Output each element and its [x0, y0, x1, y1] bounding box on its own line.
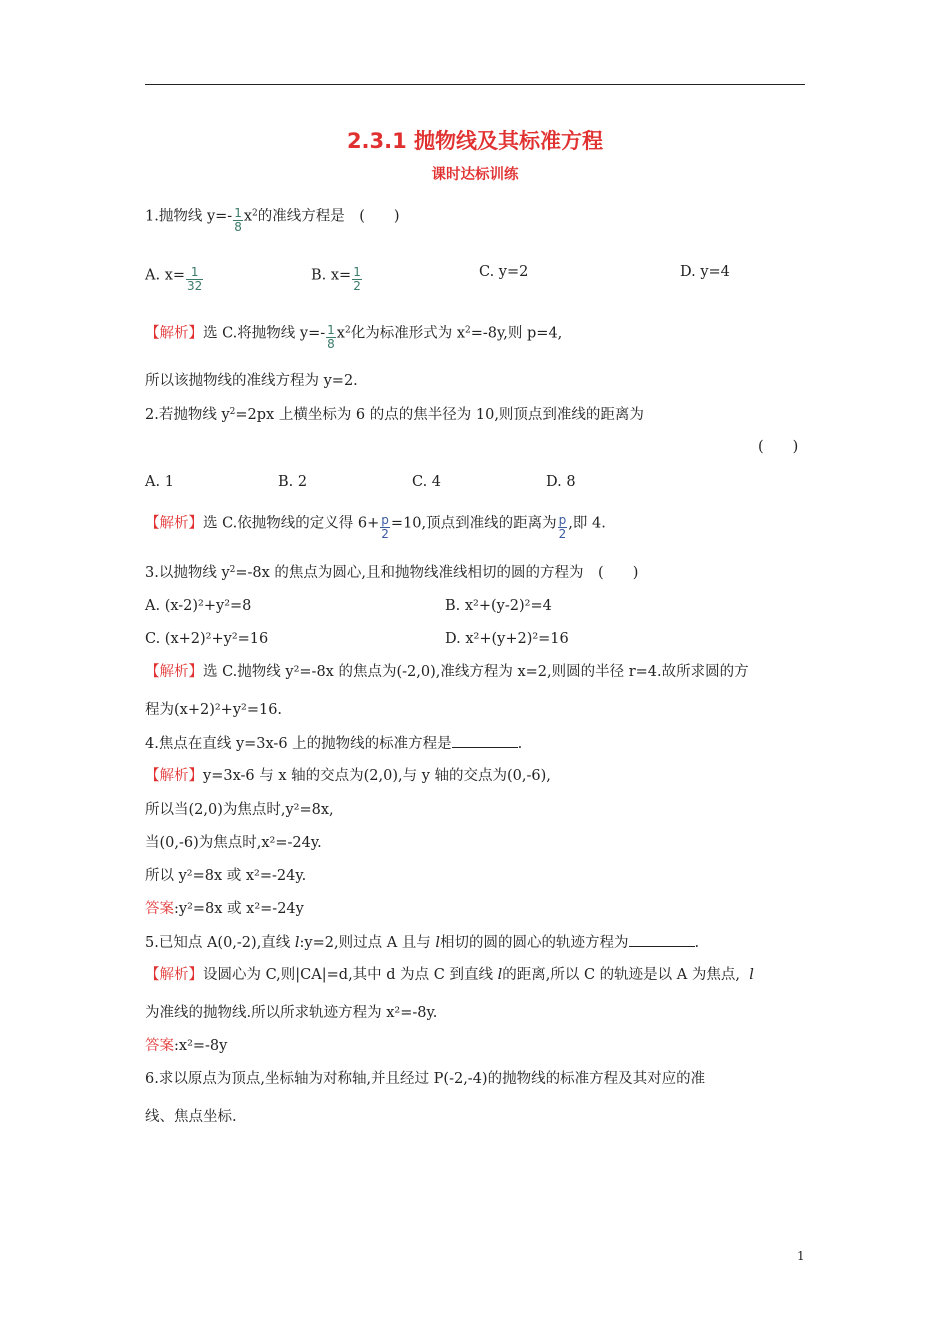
q1-option-a: A. x= $\frac{1}{32}$: [145, 265, 203, 293]
q6-stem-line2: 线、焦点坐标.: [145, 1109, 237, 1125]
q4-analysis-line4: 所以 y²=8x 或 x²=-24y.: [145, 868, 307, 884]
q5-analysis-line2: 为准线的抛物线.所以所求轨迹方程为 x²=-8y.: [145, 1005, 438, 1021]
q2-paren: ( ): [758, 439, 799, 455]
q1-option-b: B. x= $\frac{1}{2}$: [311, 265, 361, 293]
q1-option-d: D. y=4: [680, 264, 730, 280]
q2-analysis: 【解析】选 C.依抛物线的定义得 6+ $\frac{p}{2}$ =10,顶点到准线的距离为 $\frac{p}{2}$ ,即 4.: [145, 513, 606, 541]
q6-stem: 6.求以原点为顶点,坐标轴为对称轴,并且经过 P(-2,-4)的抛物线的标准方程及其对应的准: [145, 1071, 706, 1087]
page-number: 1: [797, 1249, 805, 1263]
header-rule: [145, 84, 805, 85]
q5-answer: 答案:x²=-8y: [145, 1038, 228, 1054]
q1-option-c: C. y=2: [479, 264, 529, 280]
q3-analysis-line2: 程为(x+2)²+y²=16.: [145, 702, 283, 718]
q4-stem: 4.焦点在直线 y=3x-6 上的抛物线的标准方程是 .: [145, 733, 522, 754]
q5-analysis: 【解析】设圆心为 C,则|CA|=d,其中 d 为点 C 到直线 l的距离,所以 C 的轨迹是以 A 为焦点, l: [145, 967, 754, 983]
q3-analysis: 【解析】选 C.抛物线 y²=-8x 的焦点为(-2,0),准线方程为 x=2,则圆的半径 r=4.故所求圆的方: [145, 664, 749, 680]
q4-analysis-line2: 所以当(2,0)为焦点时,y²=8x,: [145, 802, 334, 818]
q4-answer: 答案:y²=8x 或 x²=-24y: [145, 901, 304, 917]
page-title: 2.3.1 抛物线及其标准方程: [346, 129, 604, 153]
q3-option-b: B. x²+(y-2)²=4: [445, 598, 552, 614]
q1-analysis: 【解析】选 C.将抛物线 y=- $\frac{1}{8}$ $x^2$化为标准形式为 $x^2=-8y$,则 p=4,: [145, 323, 563, 351]
q3-option-a: A. (x-2)²+y²=8: [145, 598, 252, 614]
q3-option-d: D. x²+(y+2)²=16: [445, 631, 569, 647]
q2-option-c: C. 4: [412, 474, 442, 490]
q3-option-c: C. (x+2)²+y²=16: [145, 631, 269, 647]
page-subtitle: 课时达标训练: [431, 167, 519, 183]
q2-option-b: B. 2: [278, 474, 308, 490]
q3-stem: 3.以抛物线 $y^2=-8x$ 的焦点为圆心,且和抛物线准线相切的圆的方程为 ( ): [145, 565, 639, 581]
q5-stem: 5.已知点 A(0,-2),直线 l:y=2,则过点 A 且与 l相切的圆的圆心的轨迹方程为 .: [145, 932, 699, 953]
q2-option-a: A. 1: [145, 474, 174, 490]
q2-stem: 2.若抛物线 $y^2=2px$ 上横坐标为 6 的点的焦半径为 10,则顶点到准线的距离为: [145, 407, 644, 423]
q1-stem: 1.抛物线 y=- $\frac{1}{8}$ $x^2$的准线方程是 ( ): [145, 206, 400, 234]
answer-blank: [452, 733, 518, 748]
q1-analysis-line2: 所以该抛物线的准线方程为 y=2.: [145, 373, 358, 389]
q4-analysis: 【解析】y=3x-6 与 x 轴的交点为(2,0),与 y 轴的交点为(0,-6),: [145, 768, 551, 784]
answer-blank: [629, 932, 695, 947]
q4-analysis-line3: 当(0,-6)为焦点时,x²=-24y.: [145, 835, 322, 851]
q2-option-d: D. 8: [546, 474, 576, 490]
fraction: $\frac{1}{8}$: [234, 206, 242, 234]
